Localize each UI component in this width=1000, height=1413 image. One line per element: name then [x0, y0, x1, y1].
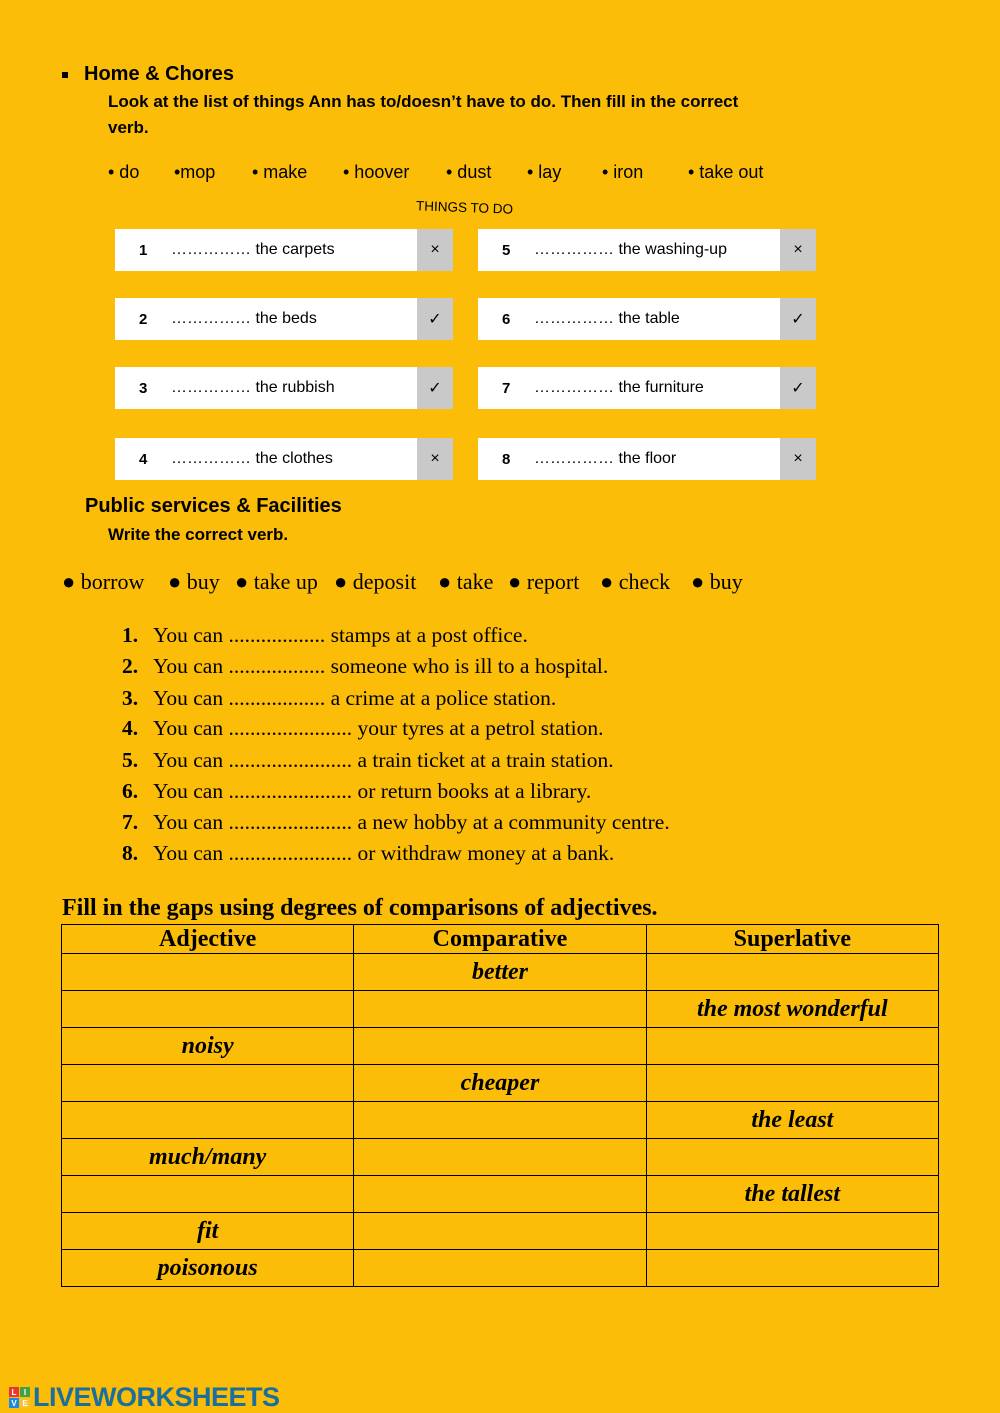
- cell-comparative[interactable]: [354, 991, 646, 1028]
- sentence-text: You can ....................... or withdraw money at a bank.: [153, 841, 615, 865]
- word-bank-item: ● buy: [691, 569, 743, 594]
- cell-superlative[interactable]: [646, 954, 938, 991]
- cell-adjective: fit: [62, 1213, 354, 1250]
- cross-icon: ×: [417, 438, 453, 480]
- header-superlative: Superlative: [646, 925, 938, 954]
- chore-item[interactable]: [478, 438, 816, 480]
- cell-adjective[interactable]: [62, 1102, 354, 1139]
- chore-text: …………… the rubbish: [171, 379, 335, 396]
- chore-item[interactable]: [115, 438, 453, 480]
- logo-block: E: [20, 1398, 30, 1408]
- cell-comparative[interactable]: [354, 1213, 646, 1250]
- cell-superlative[interactable]: [646, 1139, 938, 1176]
- cell-superlative[interactable]: [646, 1213, 938, 1250]
- chore-text: …………… the furniture: [534, 379, 704, 396]
- word-bank-item: ● deposit: [334, 569, 417, 594]
- chore-text: …………… the floor: [534, 450, 677, 467]
- sentence-number: 7.: [122, 810, 139, 834]
- cell-comparative[interactable]: [354, 1250, 646, 1287]
- chore-text: …………… the washing-up: [534, 241, 727, 258]
- section-public-services-title: Public services & Facilities: [85, 495, 342, 517]
- sentence-text: You can ....................... or return books at a library.: [153, 779, 592, 803]
- cell-comparative[interactable]: [354, 1139, 646, 1176]
- table-row: [62, 1250, 939, 1287]
- cell-superlative[interactable]: [646, 1250, 938, 1287]
- cell-superlative: the least: [646, 1102, 938, 1139]
- word-bank-item: • take out: [688, 162, 764, 182]
- sentence-number: 3.: [122, 686, 139, 710]
- cell-comparative[interactable]: [354, 1176, 646, 1213]
- sentence-item[interactable]: [122, 779, 591, 804]
- table-row: [62, 1102, 939, 1139]
- cross-icon: ×: [780, 438, 816, 480]
- chore-number: 6: [502, 310, 511, 328]
- cell-adjective: noisy: [62, 1028, 354, 1065]
- cell-comparative: cheaper: [354, 1065, 646, 1102]
- section-home-chores-title: [62, 63, 234, 86]
- cell-adjective[interactable]: [62, 1176, 354, 1213]
- table-header-row: [62, 925, 939, 954]
- chore-number: 8: [502, 450, 511, 468]
- chore-item[interactable]: [478, 367, 816, 409]
- logo-block: I: [20, 1387, 30, 1397]
- sentence-number: 6.: [122, 779, 139, 803]
- table-row: [62, 954, 939, 991]
- sentence-item[interactable]: [122, 716, 603, 741]
- table-row: [62, 991, 939, 1028]
- sentence-text: You can .................. someone who is ill to a hospital.: [153, 654, 609, 678]
- table-row: [62, 1213, 939, 1250]
- sentence-text: You can ....................... your tyres at a petrol station.: [153, 716, 604, 740]
- cell-comparative[interactable]: [354, 1102, 646, 1139]
- things-to-do-title: THINGS TO DO: [415, 198, 514, 217]
- table-row: [62, 1028, 939, 1065]
- logo-block: V: [9, 1398, 19, 1408]
- chore-item[interactable]: [478, 229, 816, 271]
- cell-adjective[interactable]: [62, 954, 354, 991]
- logo-text: LIVEWORKSHEETS: [33, 1382, 280, 1412]
- chore-text: …………… the clothes: [171, 450, 333, 467]
- header-comparative: Comparative: [354, 925, 646, 954]
- check-icon: ✓: [780, 367, 816, 409]
- cross-icon: ×: [417, 229, 453, 271]
- sentence-number: 1.: [122, 623, 139, 647]
- instruction-line-2: verb.: [108, 118, 149, 137]
- section-title-text: Home & Chores: [84, 63, 235, 85]
- check-icon: ✓: [417, 367, 453, 409]
- word-bank-item: ● take up: [235, 569, 318, 594]
- cell-adjective[interactable]: [62, 991, 354, 1028]
- header-adjective: Adjective: [62, 925, 354, 954]
- sentence-number: 8.: [122, 841, 139, 865]
- cross-icon: ×: [780, 229, 816, 271]
- chore-number: 2: [139, 310, 148, 328]
- sentence-item[interactable]: [122, 623, 528, 648]
- word-bank-item: • lay: [527, 162, 562, 182]
- sentence-text: You can .................. a crime at a police station.: [153, 686, 557, 710]
- logo-blocks-icon: [9, 1387, 30, 1408]
- logo-block: L: [9, 1387, 19, 1397]
- chore-item[interactable]: [115, 298, 453, 340]
- word-bank-item: • iron: [602, 162, 644, 182]
- cell-superlative[interactable]: [646, 1065, 938, 1102]
- sentence-item[interactable]: [122, 841, 614, 866]
- cell-superlative: the tallest: [646, 1176, 938, 1213]
- sentence-item[interactable]: [122, 748, 614, 773]
- chore-text: …………… the beds: [171, 310, 317, 327]
- bullet-square-icon: [62, 72, 68, 78]
- sentence-number: 2.: [122, 654, 139, 678]
- word-bank-item: ● take: [438, 569, 494, 594]
- cell-superlative: the most wonderful: [646, 991, 938, 1028]
- sentence-item[interactable]: [122, 686, 556, 711]
- chore-item[interactable]: [115, 367, 453, 409]
- sentence-number: 5.: [122, 748, 139, 772]
- cell-superlative[interactable]: [646, 1028, 938, 1065]
- cell-comparative[interactable]: [354, 1028, 646, 1065]
- word-bank-item: • hoover: [343, 162, 410, 182]
- cell-comparative: better: [354, 954, 646, 991]
- sentence-item[interactable]: [122, 654, 608, 679]
- sentence-item[interactable]: [122, 810, 670, 835]
- table-row: [62, 1065, 939, 1102]
- word-bank-item: ● report: [508, 569, 580, 594]
- sentence-number: 4.: [122, 716, 139, 740]
- table-row: [62, 1176, 939, 1213]
- chore-text: …………… the table: [534, 310, 680, 327]
- sentence-text: You can ....................... a new hobby at a community centre.: [153, 810, 670, 834]
- chore-text: …………… the carpets: [171, 241, 335, 258]
- sentence-text: You can ....................... a train ticket at a train station.: [153, 748, 614, 772]
- chore-item[interactable]: [478, 298, 816, 340]
- word-bank-item: ● borrow: [62, 569, 145, 594]
- cell-adjective[interactable]: [62, 1065, 354, 1102]
- comparison-table-title: Fill in the gaps using degrees of comparisons of adjectives.: [62, 895, 658, 921]
- chore-number: 5: [502, 241, 511, 259]
- check-icon: ✓: [780, 298, 816, 340]
- word-bank-item: • make: [252, 162, 308, 182]
- word-bank-item: • dust: [446, 162, 492, 182]
- word-bank-item: ● buy: [168, 569, 220, 594]
- cell-adjective: poisonous: [62, 1250, 354, 1287]
- word-bank-item: ● check: [600, 569, 671, 594]
- word-bank-item: •mop: [174, 162, 216, 182]
- cell-adjective: much/many: [62, 1139, 354, 1176]
- chore-number: 1: [139, 241, 148, 259]
- sentence-text: You can .................. stamps at a post office.: [153, 623, 528, 647]
- word-bank-item: • do: [108, 162, 140, 182]
- liveworksheets-logo[interactable]: [9, 1382, 280, 1413]
- table-row: [62, 1139, 939, 1176]
- instruction-line-1: Look at the list of things Ann has to/doesn’t have to do. Then fill in the correct: [108, 92, 739, 111]
- chore-item[interactable]: [115, 229, 453, 271]
- chore-number: 7: [502, 379, 511, 397]
- chore-number: 3: [139, 379, 148, 397]
- chore-number: 4: [139, 450, 148, 468]
- check-icon: ✓: [417, 298, 453, 340]
- comparison-table: [61, 924, 939, 1287]
- section-public-services-instruction: Write the correct verb.: [108, 525, 289, 544]
